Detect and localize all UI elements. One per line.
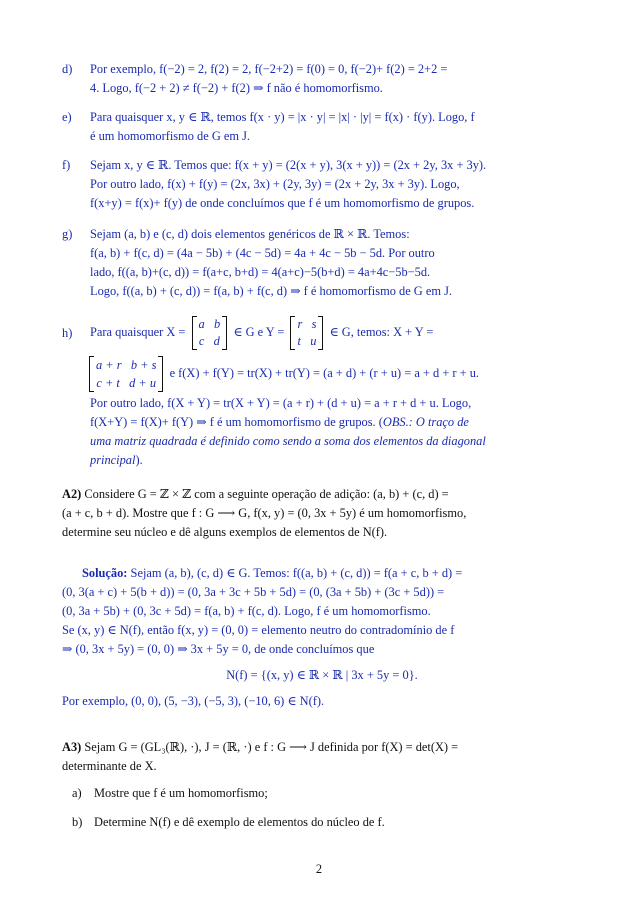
a2-line-2: (a + c, b + d). Mostre que f : G ⟶ G, f(x, y) = (0, 3x + 5y) é um homomorfismo, — [62, 506, 467, 520]
item-h — [62, 312, 582, 470]
item-e — [62, 108, 582, 146]
solution-line-7: Por exemplo, (0, 0), (5, −3), (−5, 3), (−10, 6) ∈ N(f). — [62, 694, 325, 708]
matrix-y — [290, 316, 323, 350]
item-h-line-3: Por outro lado, f(X + Y) = tr(X + Y) = (a + r) + (d + u) = a + r + d + u. Logo, — [90, 396, 472, 410]
item-h-line-2 — [86, 352, 582, 394]
item-g — [62, 225, 582, 301]
item-f-line-1: Sejam x, y ∈ ℝ. Temos que: f(x + y) = (2(x + y), 3(x + y)) = (2x + 2y, 3x + 3y). — [90, 158, 487, 172]
matrix-y-row-2: t u — [297, 334, 317, 349]
item-h-sum-text: e f(X) + f(Y) = tr(X) + tr(Y) = (a + d) + (r + u) = a + d + r + u. — [169, 366, 480, 380]
matrix-x — [192, 316, 228, 350]
solution-kernel-formula: N(f) = {(x, y) ∈ ℝ × ℝ | 3x + 5y = 0}. — [226, 668, 418, 682]
a3-sub-a-text: Mostre que f é um homomorfismo; — [94, 786, 268, 800]
solution-label: Solução: — [82, 566, 128, 580]
item-h-mid: ∈ G e Y = — [233, 325, 285, 339]
question-a2 — [62, 485, 582, 542]
item-d-line-2: 4. Logo, f(−2 + 2) ≠ f(−2) + f(2) ⇒ f não é homomorfismo. — [90, 81, 383, 95]
item-h-post: ∈ G, temos: X + Y = — [329, 325, 434, 339]
page-number: 2 — [315, 862, 323, 876]
item-label: d) — [62, 62, 73, 76]
item-h-line-6-text: principal — [90, 453, 136, 467]
item-f-line-2: Por outro lado, f(x) + f(y) = (2x, 3x) + (2y, 3y) = (2x + 2y, 3x + 3y). Logo, — [90, 177, 460, 191]
a3-line-1-text: Sejam G = (GL₃(ℝ), ·), J = (ℝ, ·) e f : G ⟶ J definida por f(X) = det(X) = — [84, 740, 459, 754]
item-e-line-2: é um homomorfismo de G em J. — [90, 129, 251, 143]
item-g-line-4: Logo, f((a, b) + (c, d)) = f(a, b) + f(c, d) ⇒ f é homomorfismo de G em J. — [90, 284, 452, 298]
item-h-line-4 — [90, 413, 582, 432]
sub-label: b) — [72, 815, 83, 829]
solution-line-1-text: Sejam (a, b), (c, d) ∈ G. Temos: f((a, b) + (c, d)) = f(a + c, b + d) = — [130, 566, 463, 580]
a2-label: A2) — [62, 487, 82, 501]
solution-line-3: (0, 3a + 5b) + (0, 3c + 5d) = f(a, b) + f(c, d). Logo, f é um homomorfismo. — [62, 604, 431, 618]
item-h-obs: OBS.: O traço de — [382, 415, 469, 429]
item-h-line-5: uma matriz quadrada é definido como sendo a soma dos elementos da diagonal — [90, 434, 486, 448]
solution-line-4: Se (x, y) ∈ N(f), então f(x, y) = (0, 0) = elemento neutro do contradomínio de f — [62, 623, 455, 637]
matrix-sum — [89, 356, 163, 392]
item-label: h) — [62, 326, 73, 340]
item-h-line-6 — [90, 451, 582, 470]
item-d — [62, 60, 582, 98]
item-f — [62, 156, 582, 213]
a3-line-2: determinante de X. — [62, 759, 157, 773]
a3-label: A3) — [62, 740, 82, 754]
item-g-line-3: lado, f((a, b)+(c, d)) = f(a+c, b+d) = 4(a+c)−5(b+d) = 4a+4c−5b−5d. — [90, 265, 431, 279]
solution-line-1 — [62, 564, 582, 583]
sub-label: a) — [72, 786, 82, 800]
item-d-line-1: Por exemplo, f(−2) = 2, f(2) = 2, f(−2+2) = f(0) = 0, f(−2)+ f(2) = 2+2 = — [90, 62, 448, 76]
item-h-line-6-end: ). — [135, 453, 143, 467]
item-g-line-2: f(a, b) + f(c, d) = (4a − 5b) + (4c − 5d) = 4a + 4c − 5b − 5d. Por outro — [90, 246, 435, 260]
solution-a2 — [62, 564, 582, 711]
item-h-line-1 — [90, 312, 582, 352]
solution-line-5: ⇒ (0, 3x + 5y) = (0, 0) ⇒ 3x + 5y = 0, de onde concluímos que — [62, 642, 375, 656]
item-g-line-1: Sejam (a, b) e (c, d) dois elementos genéricos de ℝ × ℝ. Temos: — [90, 227, 410, 241]
question-a3 — [62, 738, 582, 776]
matrix-y-row-1: r s — [297, 317, 317, 332]
a2-line-1 — [62, 485, 582, 504]
a3-sub-b-text: Determine N(f) e dê exemplo de elementos do núcleo de f. — [94, 815, 385, 829]
matrix-x-row-1: a b — [198, 317, 221, 332]
matrix-sum-row-1: a + r b + s — [96, 358, 157, 373]
item-label: e) — [62, 110, 72, 124]
item-h-line-4a: f(X+Y) = f(X)+ f(Y) ⇒ f é um homomorfismo de grupos. ( — [90, 415, 383, 429]
a3-sub-b — [72, 813, 582, 832]
a3-sub-a — [72, 784, 582, 803]
item-f-line-3: f(x+y) = f(x)+ f(y) de onde concluímos que f é um homomorfismo de grupos. — [90, 196, 475, 210]
item-label: g) — [62, 227, 73, 241]
item-h-pre: Para quaisquer X = — [90, 325, 186, 339]
matrix-x-row-2: c d — [198, 334, 220, 349]
a2-line-1-text: Considere G = ℤ × ℤ com a seguinte operação de adição: (a, b) + (c, d) = — [84, 487, 449, 501]
solution-line-2: (0, 3(a + c) + 5(b + d)) = (0, 3a + 3c + 5b + 5d) = (0, (3a + 5b) + (3c + 5d)) = — [62, 585, 445, 599]
a2-line-3: determine seu núcleo e dê alguns exemplos de elementos de N(f). — [62, 525, 388, 539]
item-e-line-1: Para quaisquer x, y ∈ ℝ, temos f(x · y) = |x · y| = |x| · |y| = f(x) · f(y). Logo, f — [90, 110, 475, 124]
item-label: f) — [62, 158, 71, 172]
a3-line-1 — [62, 738, 582, 757]
matrix-sum-row-2: c + t d + u — [96, 376, 157, 391]
